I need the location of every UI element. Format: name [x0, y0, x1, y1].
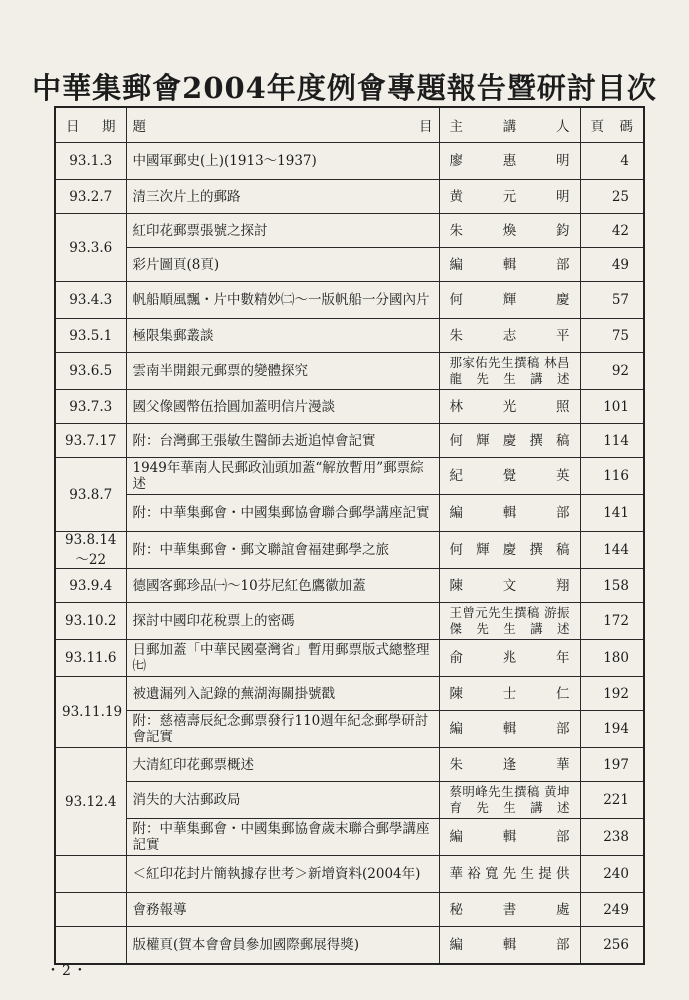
table-row	[55, 711, 644, 748]
row-topic: 附：中華集郵會・中國集郵協會聯合郵學講座記實	[126, 495, 439, 532]
row-speaker: 陳文翔	[439, 569, 580, 603]
table-row	[55, 603, 644, 640]
row-topic: 探討中國印花稅票上的密碼	[126, 603, 439, 640]
row-page: 194	[580, 711, 644, 748]
header-topic-right: 目	[419, 119, 433, 135]
table-row	[55, 532, 644, 569]
row-page: 158	[580, 569, 644, 603]
row-topic: 德國客郵珍品㈠～10芬尼紅色鷹徽加蓋	[126, 569, 439, 603]
row-page: 221	[580, 782, 644, 819]
row-page: 249	[580, 893, 644, 927]
row-date: 93.8.7	[55, 458, 126, 532]
table-row	[55, 319, 644, 353]
page-number: ・2・	[46, 963, 89, 979]
row-topic: 1949年華南人民郵政汕頭加蓋“解放暫用”郵票綜述	[126, 458, 439, 495]
table-row	[55, 640, 644, 677]
row-topic: 附：慈禧壽辰紀念郵票發行110週年紀念郵學研討會記實	[126, 711, 439, 748]
row-speaker: 編輯部	[439, 495, 580, 532]
row-topic: 極限集郵叢談	[126, 319, 439, 353]
row-speaker: 廖惠明	[439, 143, 580, 180]
table-row	[55, 748, 644, 782]
row-date: 93.10.2	[55, 603, 126, 640]
table-row	[55, 390, 644, 424]
row-page: 144	[580, 532, 644, 569]
row-speaker: 何輝慶	[439, 282, 580, 319]
header-page: 頁碼	[580, 107, 644, 143]
table-row	[55, 180, 644, 214]
row-page: 42	[580, 214, 644, 248]
row-topic: 清三次片上的郵路	[126, 180, 439, 214]
row-speaker: 朱煥鈞	[439, 214, 580, 248]
contents-table	[54, 106, 645, 965]
row-page: 25	[580, 180, 644, 214]
row-speaker: 俞兆年	[439, 640, 580, 677]
header-row	[55, 107, 644, 143]
row-page: 180	[580, 640, 644, 677]
row-speaker: 蔡明峰先生撰稿 黄坤育先生講述	[439, 782, 580, 819]
row-date: 93.2.7	[55, 180, 126, 214]
table-row	[55, 569, 644, 603]
table-row	[55, 143, 644, 180]
row-speaker: 秘書處	[439, 893, 580, 927]
row-speaker: 那家佑先生撰稿 林昌龍先生講述	[439, 353, 580, 390]
row-page: 240	[580, 856, 644, 893]
row-date: 93.12.4	[55, 748, 126, 856]
row-page: 57	[580, 282, 644, 319]
table-row	[55, 424, 644, 458]
row-speaker: 編輯部	[439, 927, 580, 964]
row-date: 93.9.4	[55, 569, 126, 603]
table-row	[55, 782, 644, 819]
row-topic: 國父像國幣伍拾圓加蓋明信片漫談	[126, 390, 439, 424]
row-page: 4	[580, 143, 644, 180]
header-speaker: 主講人	[439, 107, 580, 143]
page-title: 中華集郵會2004年度例會專題報告暨研討目次	[32, 71, 657, 105]
row-date: 93.4.3	[55, 282, 126, 319]
row-date	[55, 893, 126, 927]
row-topic: 中國軍郵史(上)(1913～1937)	[126, 143, 439, 180]
table-row	[55, 893, 644, 927]
row-speaker: 黄元明	[439, 180, 580, 214]
row-topic: 日郵加蓋「中華民國臺灣省」暫用郵票版式總整理㈦	[126, 640, 439, 677]
row-topic: 消失的大沽郵政局	[126, 782, 439, 819]
row-date	[55, 856, 126, 893]
row-page: 114	[580, 424, 644, 458]
row-date	[55, 927, 126, 964]
row-topic: 版權頁(賀本會會員參加國際郵展得獎)	[126, 927, 439, 964]
row-speaker: 編輯部	[439, 819, 580, 856]
table-row	[55, 248, 644, 282]
row-topic: 附：中華集郵會・郵文聯誼會福建郵學之旅	[126, 532, 439, 569]
row-page: 141	[580, 495, 644, 532]
table-row	[55, 677, 644, 711]
table-row	[55, 214, 644, 248]
row-topic: 帆船順風飄・片中數精妙㈡～一版帆船一分國內片	[126, 282, 439, 319]
row-date: 93.11.19	[55, 677, 126, 748]
row-date: 93.5.1	[55, 319, 126, 353]
row-page: 75	[580, 319, 644, 353]
row-topic: 雲南半開銀元郵票的變體探究	[126, 353, 439, 390]
row-speaker: 朱志平	[439, 319, 580, 353]
row-speaker: 編輯部	[439, 248, 580, 282]
row-speaker: 編輯部	[439, 711, 580, 748]
row-topic: 附：台灣郵王張敏生醫師去逝追悼會記實	[126, 424, 439, 458]
row-page: 256	[580, 927, 644, 964]
row-topic: ＜紅印花封片簡執據存世考＞新增資料(2004年)	[126, 856, 439, 893]
row-page: 101	[580, 390, 644, 424]
table-row	[55, 856, 644, 893]
table-row	[55, 495, 644, 532]
row-speaker: 華裕寬先生提供	[439, 856, 580, 893]
table-row	[55, 819, 644, 856]
row-date: 93.7.3	[55, 390, 126, 424]
table-row	[55, 927, 644, 964]
header-topic-left: 題	[132, 119, 146, 135]
row-topic: 彩片圖頁(8頁)	[126, 248, 439, 282]
row-page: 192	[580, 677, 644, 711]
row-date: 93.3.6	[55, 214, 126, 282]
row-page: 116	[580, 458, 644, 495]
row-speaker: 何輝慶撰稿	[439, 424, 580, 458]
row-speaker: 何輝慶撰稿	[439, 532, 580, 569]
row-speaker: 林光照	[439, 390, 580, 424]
row-date: 93.11.6	[55, 640, 126, 677]
row-speaker: 王曾元先生撰稿 游振傑先生講述	[439, 603, 580, 640]
table-row	[55, 282, 644, 319]
row-date: 93.7.17	[55, 424, 126, 458]
row-speaker: 陳士仁	[439, 677, 580, 711]
row-date: 93.6.5	[55, 353, 126, 390]
row-topic: 大清紅印花郵票概述	[126, 748, 439, 782]
row-page: 92	[580, 353, 644, 390]
row-topic: 被遺漏列入記錄的蕪湖海關掛號戳	[126, 677, 439, 711]
row-page: 172	[580, 603, 644, 640]
row-speaker: 紀覺英	[439, 458, 580, 495]
row-topic: 附：中華集郵會・中國集郵協會歲末聯合郵學講座記實	[126, 819, 439, 856]
row-topic: 會務報導	[126, 893, 439, 927]
row-topic: 紅印花郵票張號之探討	[126, 214, 439, 248]
row-page: 197	[580, 748, 644, 782]
table-row	[55, 458, 644, 495]
row-date: 93.8.14～22	[55, 532, 126, 569]
row-date: 93.1.3	[55, 143, 126, 180]
header-date: 日 期	[55, 107, 126, 143]
table-row	[55, 353, 644, 390]
header-topic	[126, 107, 439, 143]
row-page: 49	[580, 248, 644, 282]
row-page: 238	[580, 819, 644, 856]
row-speaker: 朱逢華	[439, 748, 580, 782]
